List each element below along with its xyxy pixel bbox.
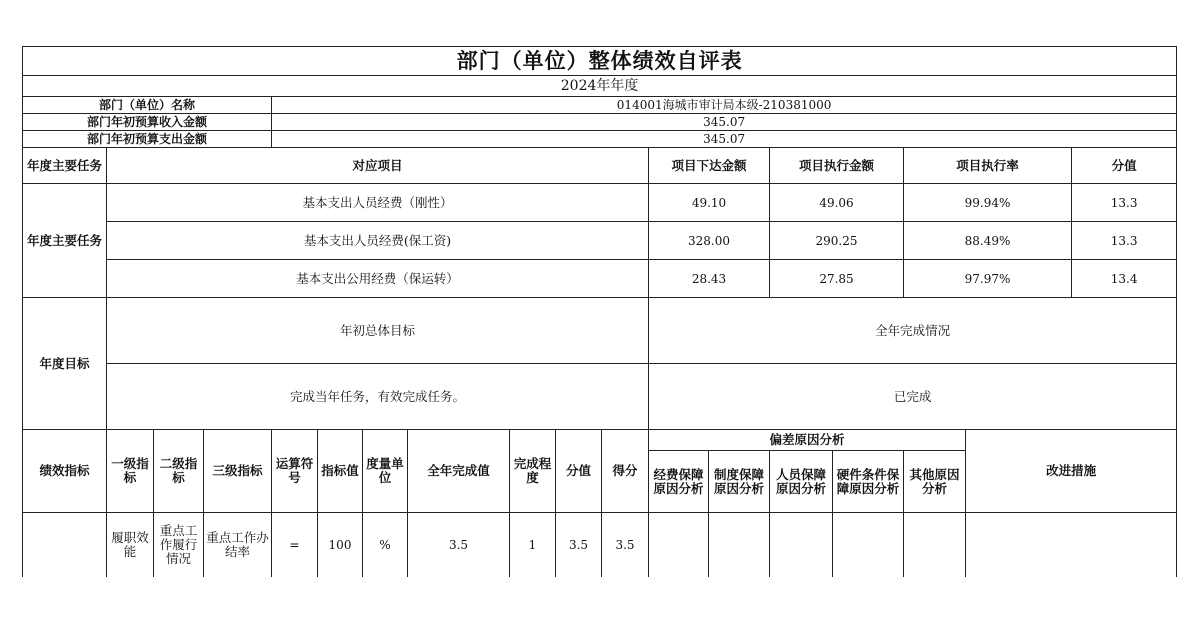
goal-status-header: 全年完成情况: [649, 298, 1177, 364]
performance-self-evaluation-table: [22, 46, 1177, 577]
task-alloc: 49.10: [649, 184, 770, 222]
task-rate-header: 项目执行率: [904, 148, 1072, 184]
perf-score-value-header: 分值: [556, 430, 602, 513]
dev-other-header: 其他原因分析: [904, 451, 966, 513]
task-alloc: 328.00: [649, 222, 770, 260]
task-score-value: 13.4: [1072, 260, 1177, 298]
improvement-header: 改进措施: [966, 430, 1177, 513]
task-exec: 27.85: [770, 260, 904, 298]
task-item-header: 对应项目: [107, 148, 649, 184]
dept-name-label: 部门（单位）名称: [23, 97, 272, 114]
goal-row-label: 年度目标: [23, 298, 107, 430]
table-row: [23, 222, 1177, 260]
perf-op: =: [272, 513, 318, 578]
task-exec-header: 项目执行金额: [770, 148, 904, 184]
task-score-value: 13.3: [1072, 184, 1177, 222]
dev-system: [709, 513, 770, 578]
improvement: [966, 513, 1177, 578]
task-rowlabel-header: 年度主要任务: [23, 148, 107, 184]
dev-other: [904, 513, 966, 578]
deviation-header: 偏差原因分析: [649, 430, 966, 451]
goal-status: 已完成: [649, 364, 1177, 430]
task-rate: 97.97%: [904, 260, 1072, 298]
perf-degree-header: 完成程度: [510, 430, 556, 513]
perf-lv1: 履职效能: [107, 513, 154, 578]
dev-staff: [770, 513, 833, 578]
task-alloc: 28.43: [649, 260, 770, 298]
perf-annual: 3.5: [408, 513, 510, 578]
perf-lv2: 重点工作履行情况: [154, 513, 204, 578]
dev-hardware: [833, 513, 904, 578]
perf-indicator: 100: [318, 513, 363, 578]
task-score-value-header: 分值: [1072, 148, 1177, 184]
budget-income-value: 345.07: [272, 114, 1177, 131]
perf-lv3: 重点工作办结率: [204, 513, 272, 578]
goal-target-header: 年初总体目标: [107, 298, 649, 364]
perf-score: 3.5: [602, 513, 649, 578]
task-rate: 99.94%: [904, 184, 1072, 222]
perf-lv2-header: 二级指标: [154, 430, 204, 513]
dev-hardware-header: 硬件条件保障原因分析: [833, 451, 904, 513]
task-exec: 49.06: [770, 184, 904, 222]
perf-unit-header: 度量单位: [363, 430, 408, 513]
perf-score-value: 3.5: [556, 513, 602, 578]
dev-funding-header: 经费保障原因分析: [649, 451, 709, 513]
dev-funding: [649, 513, 709, 578]
budget-expense-label: 部门年初预算支出金额: [23, 131, 272, 148]
dev-system-header: 制度保障原因分析: [709, 451, 770, 513]
perf-lv1-header: 一级指标: [107, 430, 154, 513]
task-name: 基本支出公用经费（保运转）: [107, 260, 649, 298]
tasks-row-label: 年度主要任务: [23, 184, 107, 298]
table-row: [23, 513, 1177, 578]
task-alloc-header: 项目下达金额: [649, 148, 770, 184]
dept-name-value: 014001海城市审计局本级-210381000: [272, 97, 1177, 114]
budget-income-label: 部门年初预算收入金额: [23, 114, 272, 131]
perf-row-label: 绩效指标: [23, 430, 107, 513]
perf-op-header: 运算符号: [272, 430, 318, 513]
task-score-value: 13.3: [1072, 222, 1177, 260]
perf-indicator-header: 指标值: [318, 430, 363, 513]
task-name: 基本支出人员经费(保工资): [107, 222, 649, 260]
table-row: [23, 260, 1177, 298]
perf-score-header: 得分: [602, 430, 649, 513]
task-name: 基本支出人员经费（刚性）: [107, 184, 649, 222]
table-row: [23, 184, 1177, 222]
budget-expense-value: 345.07: [272, 131, 1177, 148]
dev-staff-header: 人员保障原因分析: [770, 451, 833, 513]
perf-unit: %: [363, 513, 408, 578]
table-title: 部门（单位）整体绩效自评表: [23, 47, 1177, 76]
task-exec: 290.25: [770, 222, 904, 260]
perf-degree: 1: [510, 513, 556, 578]
perf-row-label-cont: [23, 513, 107, 578]
perf-annual-header: 全年完成值: [408, 430, 510, 513]
task-rate: 88.49%: [904, 222, 1072, 260]
goal-target: 完成当年任务，有效完成任务。: [107, 364, 649, 430]
perf-lv3-header: 三级指标: [204, 430, 272, 513]
fiscal-year: 2024年年度: [23, 76, 1177, 97]
